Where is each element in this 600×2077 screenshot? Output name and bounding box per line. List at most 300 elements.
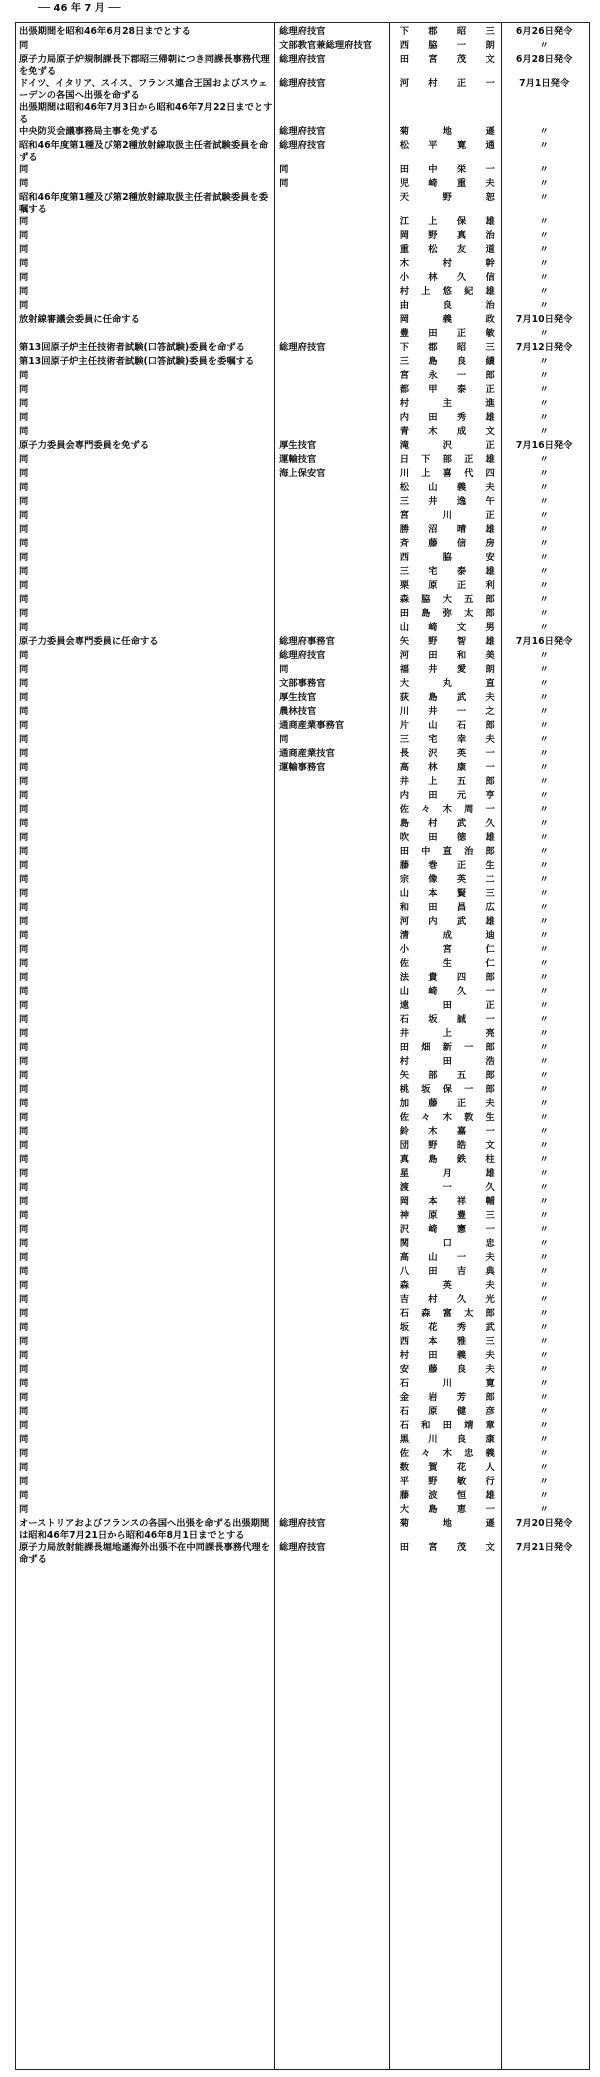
table-row	[16, 972, 589, 986]
appointment-item: 同	[19, 286, 29, 297]
appointment-item: 同	[19, 412, 29, 423]
person-name: 藤 波 恒 雄	[399, 1490, 496, 1501]
issue-date: 6月28日発令	[515, 54, 573, 65]
table-row	[16, 1420, 589, 1434]
appointment-item	[16, 328, 273, 342]
issue-date: 〃	[539, 608, 549, 619]
issue-date: 〃	[539, 496, 549, 507]
table-row	[16, 1392, 589, 1406]
person-name: 坂 花 秀 武	[399, 1322, 496, 1333]
table-row	[16, 524, 589, 538]
person-name: 佐 々 木 敦 生	[399, 1112, 496, 1123]
appointment-item: 同	[19, 1294, 29, 1305]
issue-date: 〃	[539, 790, 549, 801]
issue-date: 〃	[539, 818, 549, 829]
official-title: 総理府技官	[279, 54, 326, 65]
issue-date: 〃	[539, 552, 549, 563]
official-title	[273, 580, 388, 594]
appointment-item: 同	[19, 650, 29, 661]
appointment-item: 同	[19, 370, 29, 381]
table-row	[16, 1378, 589, 1392]
table-row	[16, 482, 589, 496]
table-row	[16, 1210, 589, 1224]
person-name: 山 崎 久 一	[399, 986, 496, 997]
appointment-item: 同	[19, 1434, 29, 1445]
issue-date: 〃	[539, 1070, 549, 1081]
issue-date: 〃	[539, 412, 549, 423]
official-title	[273, 846, 388, 860]
appointment-item: 同	[19, 244, 29, 255]
official-title	[273, 1406, 388, 1420]
appointment-item: 同	[19, 944, 29, 955]
table-row	[16, 888, 589, 902]
table-row	[16, 1322, 589, 1336]
table-row	[16, 426, 589, 440]
issue-date: 〃	[539, 244, 549, 255]
issue-date: 〃	[539, 510, 549, 521]
official-title	[273, 944, 388, 958]
appointment-item: 同	[19, 1504, 29, 1515]
table-row	[16, 846, 589, 860]
table-row	[16, 734, 589, 748]
official-title: 総理府技官	[279, 1518, 326, 1529]
table-row	[16, 496, 589, 510]
official-title	[273, 314, 388, 328]
person-name: 木 村 幹	[399, 258, 496, 269]
issue-date: 〃	[539, 1490, 549, 1501]
appointment-item: 同	[19, 300, 29, 311]
table-row	[16, 1462, 589, 1476]
table-row	[16, 1308, 589, 1322]
official-title: 総理府技官	[279, 78, 326, 89]
table-row	[16, 1280, 589, 1294]
official-title	[273, 244, 388, 258]
table-row	[16, 230, 589, 244]
issue-date: 〃	[539, 762, 549, 773]
issue-date: 〃	[539, 178, 549, 189]
issue-date: 6月26日発令	[515, 26, 573, 37]
person-name: 田 中 栄 一	[399, 164, 496, 175]
official-title	[273, 1252, 388, 1266]
issue-date: 〃	[539, 846, 549, 857]
person-name: 島 村 武 久	[399, 818, 496, 829]
official-title	[273, 356, 388, 370]
issue-date: 〃	[539, 1154, 549, 1165]
appointment-item: 同	[19, 230, 29, 241]
table-row	[16, 1350, 589, 1364]
official-title: 総理府事務官	[279, 636, 335, 647]
official-title: 厚生技官	[279, 692, 317, 703]
table-row	[16, 664, 589, 678]
issue-date: 〃	[539, 384, 549, 395]
issue-date: 〃	[539, 1406, 549, 1417]
person-name: 内 田 元 亨	[399, 790, 496, 801]
official-title	[273, 1224, 388, 1238]
appointment-item: 同	[19, 258, 29, 269]
table-row	[16, 930, 589, 944]
person-name: 下 郡 昭 三	[399, 342, 496, 353]
appointment-item: 同	[19, 804, 29, 815]
official-title	[273, 1336, 388, 1350]
official-title	[273, 1308, 388, 1322]
person-name: 沢 崎 憲 一	[399, 1224, 496, 1235]
issue-date: 〃	[539, 482, 549, 493]
person-name: 滝 沢 正	[399, 440, 496, 451]
person-name: 河 田 和 美	[399, 650, 496, 661]
issue-date: 〃	[539, 1308, 549, 1319]
official-title	[273, 216, 388, 230]
official-title	[273, 426, 388, 440]
official-title	[273, 804, 388, 818]
table-row	[16, 244, 589, 258]
issue-date: 〃	[539, 776, 549, 787]
appointment-item: 同	[19, 1350, 29, 1361]
issue-date: 〃	[539, 1000, 549, 1011]
table-row	[16, 790, 589, 804]
issue-date: 〃	[539, 1140, 549, 1151]
appointment-item: 同	[19, 678, 29, 689]
official-title	[273, 1112, 388, 1126]
person-name: 田 宮 茂 文	[399, 1542, 496, 1553]
page-header: ── 46 年 7 月 ──	[38, 3, 121, 14]
official-title	[273, 230, 388, 244]
person-name: 八 田 吉 典	[399, 1266, 496, 1277]
official-title	[273, 192, 388, 216]
appointment-item: 原子力局放射能課長堀地遜海外出張不在中同課長事務代理を命ずる	[19, 1542, 271, 1565]
issue-date: 7月10日発令	[515, 314, 573, 325]
person-name: 吉 村 久 光	[399, 1294, 496, 1305]
issue-date: 〃	[539, 538, 549, 549]
appointment-item: 同	[19, 1028, 29, 1039]
official-title	[273, 1238, 388, 1252]
official-title: 総理府技官	[279, 140, 326, 151]
official-title: 運輸技官	[279, 454, 317, 465]
appointment-item: 同	[19, 1336, 29, 1347]
appointment-item: 同	[19, 1000, 29, 1011]
issue-date: 〃	[539, 664, 549, 675]
person-name: 由 良 治	[399, 300, 496, 311]
person-name: 加 藤 正 夫	[399, 1098, 496, 1109]
appointment-item: 同	[19, 664, 29, 675]
appointment-item: 同	[19, 164, 29, 175]
appointment-item: 原子力委員会専門委員を免ずる	[19, 440, 150, 451]
person-name: 井 上 亮	[399, 1028, 496, 1039]
official-title: 同	[279, 734, 289, 745]
issue-date: 〃	[539, 594, 549, 605]
issue-date: 〃	[539, 1350, 549, 1361]
appointment-item: オーストリアおよびフランスの各国へ出張を命ずる出張期間は昭和46年7月21日から昭和46年8月1日までとする	[19, 1518, 270, 1541]
table-row	[16, 1266, 589, 1280]
issue-date: 〃	[539, 1336, 549, 1347]
person-name: 下 郡 昭 三	[399, 26, 496, 37]
person-name: 重 松 友 道	[399, 244, 496, 255]
official-title	[273, 1476, 388, 1490]
official-title	[273, 398, 388, 412]
person-name: 金 岩 芳 郎	[399, 1392, 496, 1403]
appointment-item: 同	[19, 1476, 29, 1487]
issue-date: 〃	[539, 944, 549, 955]
table-row	[16, 762, 589, 776]
table-row	[16, 440, 589, 454]
issue-date: 〃	[539, 1168, 549, 1179]
table-row	[16, 1168, 589, 1182]
person-name: 三 井 逸 午	[399, 496, 496, 507]
appointment-item: 同	[19, 874, 29, 885]
appointment-item: 第13回原子炉主任技術者試験(口答試験)委員を委嘱する	[19, 356, 255, 367]
appointment-item: 同	[19, 1462, 29, 1473]
official-title: 総理府技官	[279, 650, 326, 661]
person-name: 青 木 成 文	[399, 426, 496, 437]
table-row	[16, 552, 589, 566]
issue-date: 〃	[539, 1028, 549, 1039]
person-name: 佐 々 木 周 一	[399, 804, 496, 815]
official-title	[273, 1042, 388, 1056]
official-title	[273, 930, 388, 944]
person-name: 斉 藤 信 房	[399, 538, 496, 549]
table-row	[16, 804, 589, 818]
table-row	[16, 178, 589, 192]
appointment-item: 同	[19, 972, 29, 983]
table-row	[16, 1490, 589, 1504]
person-name: 河 村 正 一	[399, 78, 496, 89]
issue-date: 〃	[539, 706, 549, 717]
person-name: 荻 島 武 夫	[399, 692, 496, 703]
person-name: 数 賀 花 人	[399, 1462, 496, 1473]
issue-date: 〃	[539, 426, 549, 437]
appointment-item: 同	[19, 510, 29, 521]
table-row	[16, 902, 589, 916]
official-title	[273, 1098, 388, 1112]
appointment-item: 同	[19, 398, 29, 409]
official-title: 文部教官兼総理府技官	[279, 40, 373, 51]
table-row	[16, 692, 589, 706]
appointment-item: 同	[19, 1266, 29, 1277]
person-name: 森 英 夫	[399, 1280, 496, 1291]
table-row	[16, 958, 589, 972]
issue-date: 〃	[539, 860, 549, 871]
official-title	[273, 916, 388, 930]
issue-date: 〃	[539, 916, 549, 927]
appointment-item: 同	[19, 720, 29, 731]
table-row	[16, 1182, 589, 1196]
person-name: 山 崎 文 男	[399, 622, 496, 633]
official-title	[273, 524, 388, 538]
appointment-item: 同	[19, 468, 29, 479]
issue-date: 〃	[539, 720, 549, 731]
issue-date: 〃	[539, 1042, 549, 1053]
appointment-item: 出張期間を昭和46年6月28日までとする	[19, 26, 191, 37]
table-row	[16, 1000, 589, 1014]
issue-date: 〃	[539, 1238, 549, 1249]
official-title	[273, 1168, 388, 1182]
table-row	[16, 1238, 589, 1252]
table-row	[16, 454, 589, 468]
person-name: 宮 川 正	[399, 510, 496, 521]
issue-date: 〃	[539, 566, 549, 577]
person-name: 遠 田 正	[399, 1000, 496, 1011]
person-name: 西 脇 安	[399, 552, 496, 563]
issue-date: 〃	[539, 1280, 549, 1291]
table-rows	[16, 26, 589, 1566]
person-name: 豊 田 正 敏	[399, 328, 496, 339]
person-name: 清 成 迪	[399, 930, 496, 941]
issue-date: 〃	[539, 1476, 549, 1487]
person-name: 児 崎 重 夫	[399, 178, 496, 189]
official-title	[273, 1490, 388, 1504]
issue-date: 7月16日発令	[515, 636, 573, 647]
person-name: 都 甲 泰 正	[399, 384, 496, 395]
appointment-item: 同	[19, 930, 29, 941]
official-title	[273, 258, 388, 272]
appointment-item: 同	[19, 776, 29, 787]
appointment-item: ドイツ、イタリア、スイス、フランス連合王国およびスウェーデンの各国へ出張を命ずる	[19, 78, 268, 101]
table-row	[16, 510, 589, 524]
issue-date: 〃	[539, 454, 549, 465]
issue-date: 〃	[539, 1266, 549, 1277]
table-row	[16, 78, 589, 102]
appointment-item: 同	[19, 706, 29, 717]
table-row	[16, 1504, 589, 1518]
appointment-item: 同	[19, 1406, 29, 1417]
table-row	[16, 1434, 589, 1448]
person-name: 西 脇 一 朗	[399, 40, 496, 51]
person-name: 菊 地 遜	[399, 1518, 496, 1529]
appointment-item: 同	[19, 594, 29, 605]
person-name: 栗 原 正 利	[399, 580, 496, 591]
person-name: 松 山 義 夫	[399, 482, 496, 493]
official-title	[273, 1014, 388, 1028]
appointment-item: 同	[19, 1056, 29, 1067]
official-title	[273, 622, 388, 636]
issue-date: 〃	[539, 902, 549, 913]
issue-date: 〃	[539, 930, 549, 941]
issue-date: 〃	[539, 650, 549, 661]
issue-date: 〃	[539, 1224, 549, 1235]
person-name: 勝 沼 晴 雄	[399, 524, 496, 535]
official-title	[273, 566, 388, 580]
issue-date: 〃	[539, 1252, 549, 1263]
issue-date: 〃	[539, 580, 549, 591]
table-row	[16, 258, 589, 272]
table-row	[16, 1448, 589, 1462]
issue-date: 〃	[539, 888, 549, 899]
person-name: 矢 野 智 雄	[399, 636, 496, 647]
table-row	[16, 1070, 589, 1084]
person-name: 矢 部 五 郎	[399, 1070, 496, 1081]
person-name: 高 山 一 夫	[399, 1252, 496, 1263]
official-title	[273, 986, 388, 1000]
person-name: 福 井 愛 朗	[399, 664, 496, 675]
appointment-item: 同	[19, 482, 29, 493]
table-row	[16, 300, 589, 314]
person-name: 佐 生 仁	[399, 958, 496, 969]
person-name: 法 貴 四 郎	[399, 972, 496, 983]
issue-date: 〃	[539, 140, 549, 151]
person-name: 天 野 恕	[399, 192, 496, 203]
issue-date: 〃	[539, 1434, 549, 1445]
person-name: 石 原 健 彦	[399, 1406, 496, 1417]
table-row	[16, 650, 589, 664]
official-title	[273, 1140, 388, 1154]
appointment-item: 同	[19, 818, 29, 829]
appointment-item: 同	[19, 1014, 29, 1025]
table-row	[16, 286, 589, 300]
person-name: 宗 像 英 二	[399, 874, 496, 885]
table-row	[16, 328, 589, 342]
issue-date: 〃	[539, 328, 549, 339]
person-name: 村 上 悠 紀 雄	[399, 286, 496, 297]
person-name: 石 森 富 太 郎	[399, 1308, 496, 1319]
official-title	[273, 608, 388, 622]
person-name: 藤 巻 正 生	[399, 860, 496, 871]
person-name: 大 丸 直	[399, 678, 496, 689]
appointment-item: 同	[19, 272, 29, 283]
official-title: 厚生技官	[279, 440, 317, 451]
official-title	[273, 1322, 388, 1336]
issue-date: 〃	[539, 370, 549, 381]
official-title	[273, 1364, 388, 1378]
issue-date: 〃	[539, 272, 549, 283]
appointment-item: 同	[19, 1084, 29, 1095]
official-title	[273, 888, 388, 902]
table-row	[16, 986, 589, 1000]
issue-date: 〃	[539, 1462, 549, 1473]
issue-date: 〃	[539, 398, 549, 409]
issue-date: 〃	[539, 748, 549, 759]
table-row	[16, 944, 589, 958]
person-name: 内 田 秀 雄	[399, 412, 496, 423]
person-name: 和 田 昌 広	[399, 902, 496, 913]
issue-date: 7月21日発令	[515, 1542, 573, 1553]
appointment-item: 同	[19, 734, 29, 745]
official-title	[273, 1266, 388, 1280]
person-name: 大 島 恵 一	[399, 1504, 496, 1515]
official-title	[273, 790, 388, 804]
issue-date: 〃	[539, 1196, 549, 1207]
appointment-item: 同	[19, 580, 29, 591]
person-name: 山 本 賢 三	[399, 888, 496, 899]
issue-date: 〃	[539, 1182, 549, 1193]
official-title	[273, 412, 388, 426]
person-name: 川 井 一 之	[399, 706, 496, 717]
issue-date: 〃	[539, 1364, 549, 1375]
table-row	[16, 1084, 589, 1098]
official-title	[273, 1280, 388, 1294]
official-title	[273, 482, 388, 496]
person-name: 安 藤 良 夫	[399, 1364, 496, 1375]
issue-date: 〃	[539, 1504, 549, 1515]
official-title	[273, 832, 388, 846]
table-row	[16, 538, 589, 552]
appointment-item: 同	[19, 1308, 29, 1319]
appointment-item: 同	[19, 524, 29, 535]
appointment-item: 同	[19, 1126, 29, 1137]
issue-date: 〃	[539, 678, 549, 689]
issue-date: 〃	[539, 1392, 549, 1403]
official-title	[273, 1392, 388, 1406]
official-title: 総理府技官	[279, 342, 326, 353]
official-title	[273, 370, 388, 384]
appointment-item: 同	[19, 1098, 29, 1109]
appointment-item: 同	[19, 454, 29, 465]
issue-date: 〃	[539, 832, 549, 843]
table-row	[16, 314, 589, 328]
issue-date: 〃	[539, 1112, 549, 1123]
appointment-item: 同	[19, 1168, 29, 1179]
appointment-item: 出張期間は昭和46年7月3日から昭和46年7月22日までとする	[19, 102, 273, 125]
official-title	[273, 496, 388, 510]
official-title	[273, 538, 388, 552]
